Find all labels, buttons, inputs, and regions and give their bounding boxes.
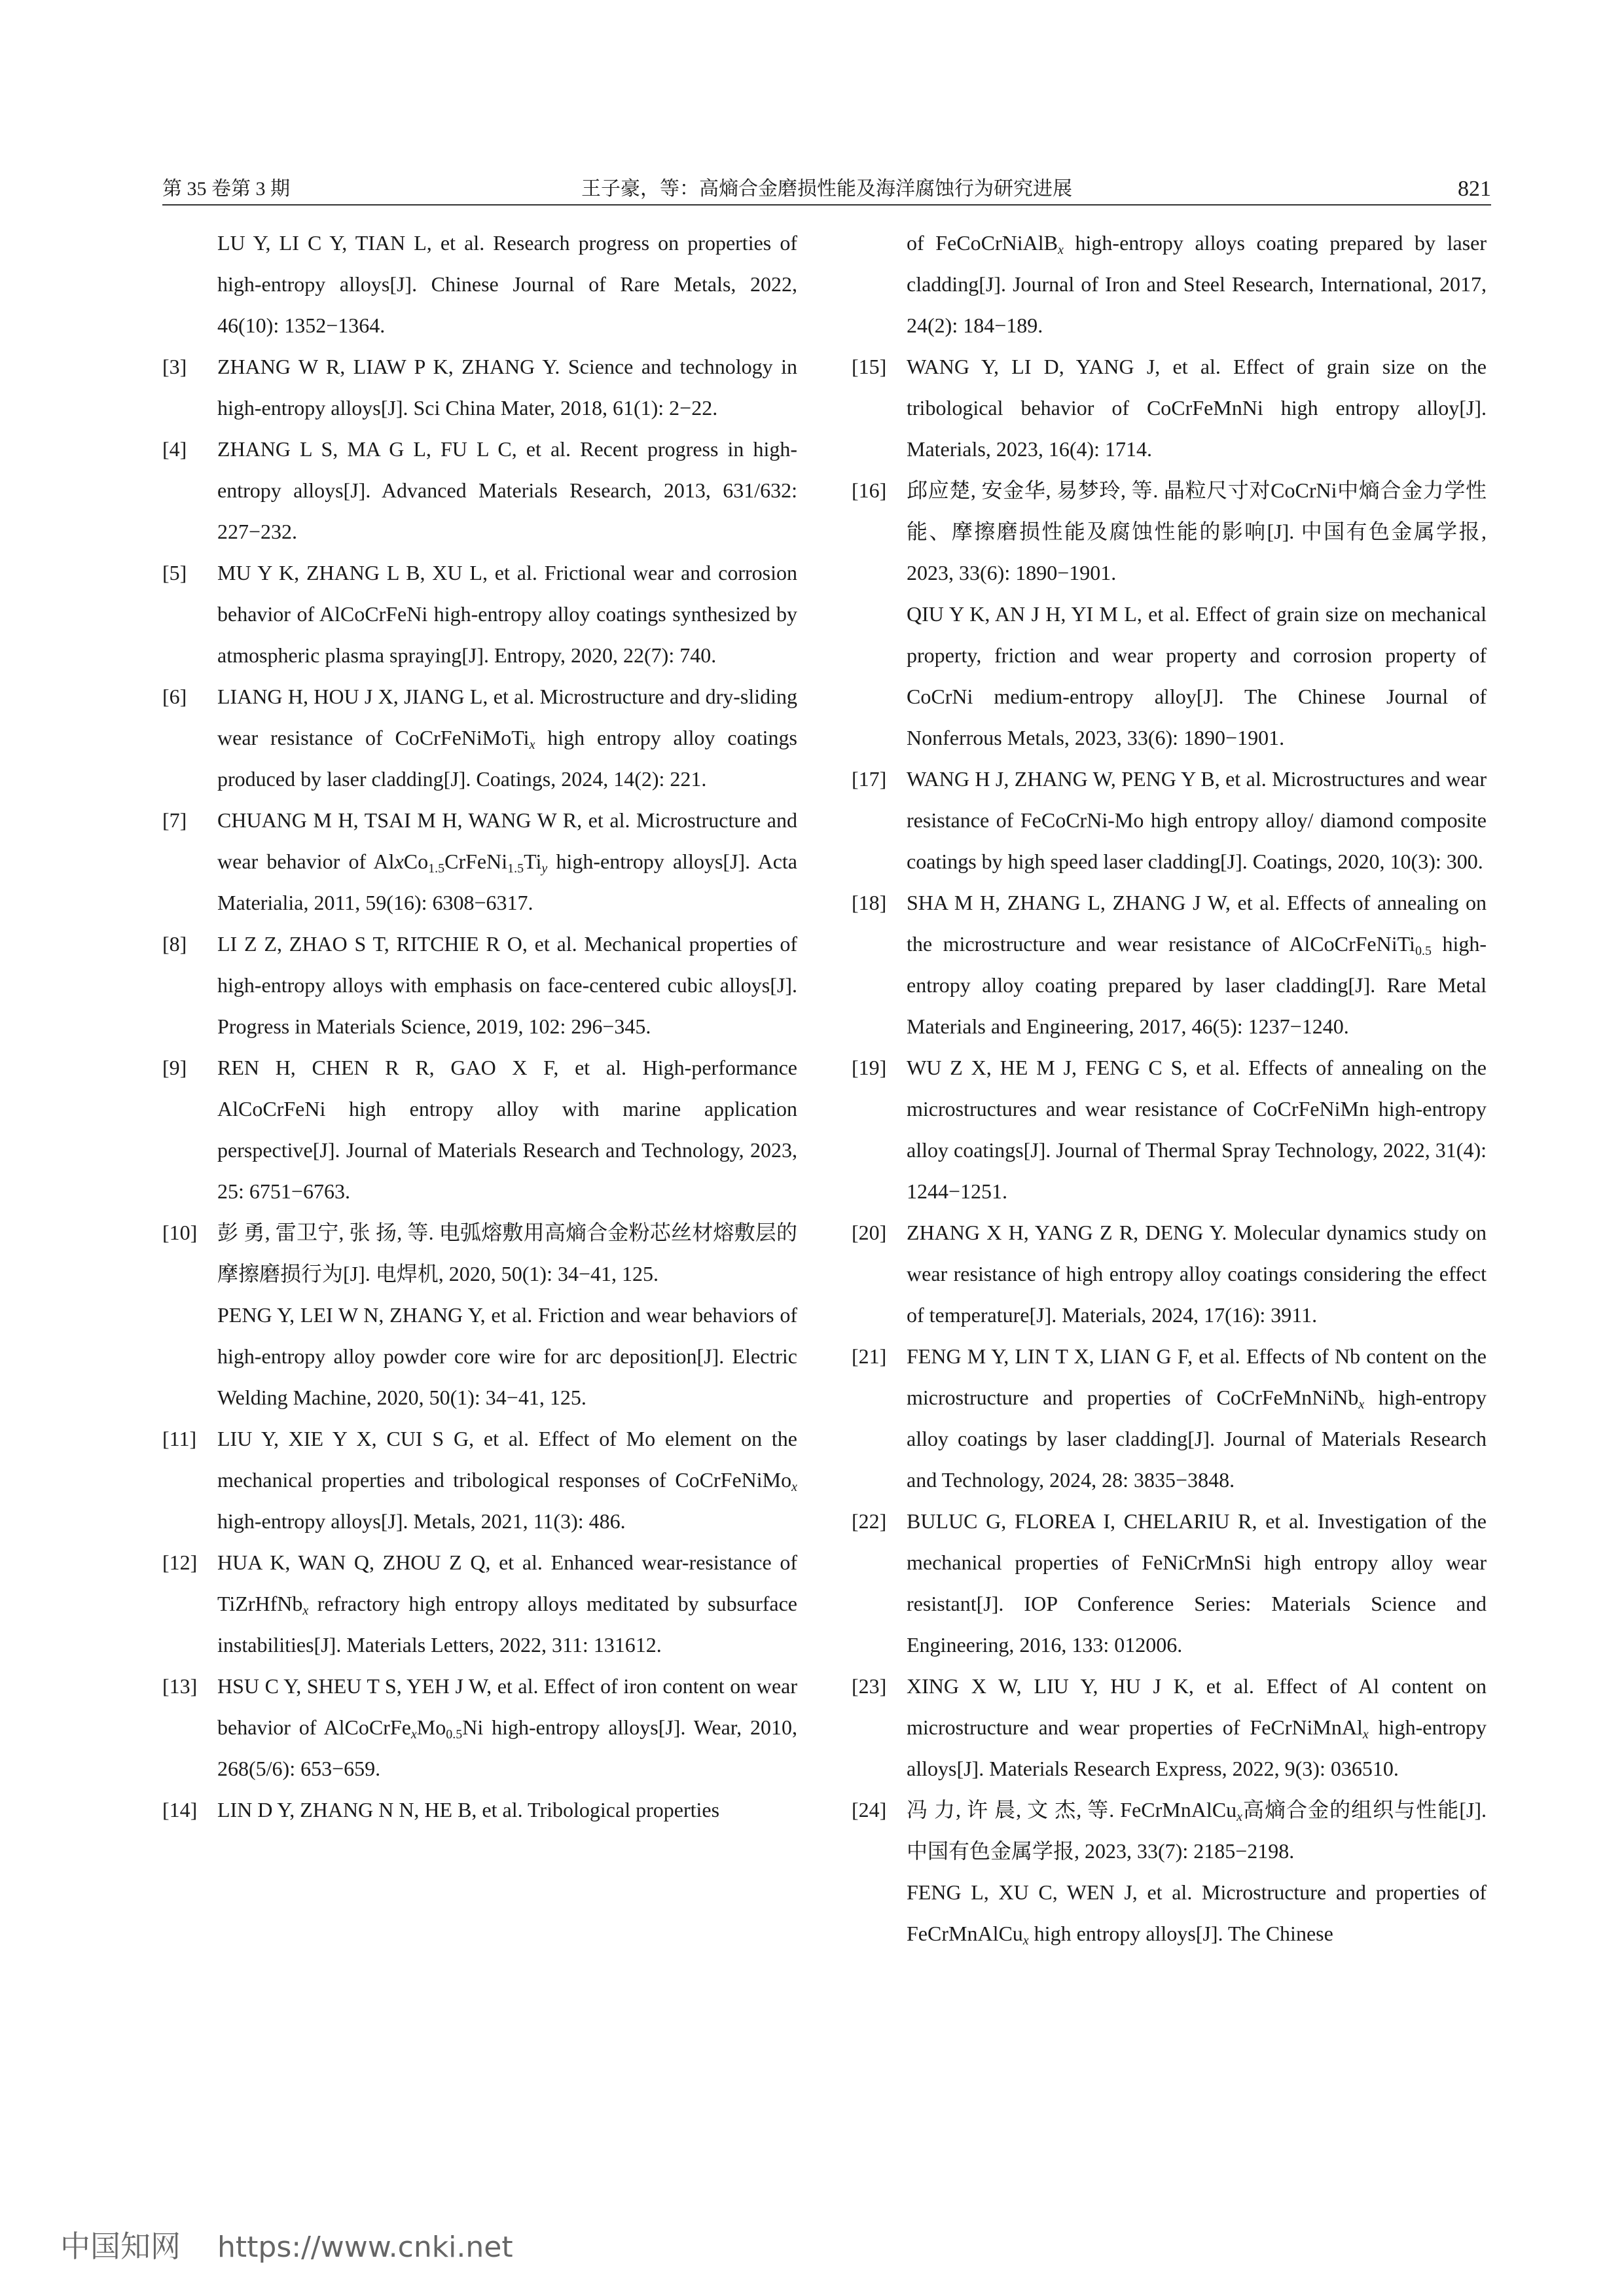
reference-text: WANG Y, LI D, YANG J, et al. Effect of grain size on the tribological behavior of CoCrFeMnNi high entropy alloy[J]. Materials, 2023, 16(4): 1714. [907, 355, 1487, 461]
reference-item [162, 346, 797, 429]
right-column [852, 223, 1487, 1954]
reference-number: [15] [852, 355, 887, 378]
reference-number: [13] [162, 1674, 198, 1698]
reference-number: [21] [852, 1344, 887, 1368]
reference-item [852, 346, 1487, 470]
reference-text: CHUANG M H, TSAI M H, WANG W R, et al. Microstructure and wear behavior of $AlxCo_{1.5}CrFeNi_{1.5}Ti_y$ high-entropy alloys[J]. Acta Materialia, 2011, 59(16): 6308−6317. [217, 808, 798, 914]
reference-item [852, 759, 1487, 882]
reference-number: [9] [162, 1056, 187, 1079]
reference-item [852, 1501, 1487, 1666]
cnki-url: https://www.cnki.net [217, 2231, 513, 2264]
reference-text: REN H, CHEN R R, GAO X F, et al. High-performance AlCoCrFeNi high entropy alloy with marine application perspective[J]. Journal of Materials Research and Technology, 2023, 25: 6751−6763. [217, 1056, 797, 1203]
reference-text-chinese: 冯 力, 许 晨, 文 杰, 等. FeCrMnAlCu$_x$高熵合金的组织与性能[J]. 中国有色金属学报, 2023, 33(7): 2185−2198. [907, 1798, 1487, 1863]
reference-text: LI Z Z, ZHAO S T, RITCHIE R O, et al. Mechanical properties of high-entropy alloys with emphasis on face-centered cubic alloys[J]. Progress in Materials Science, 2019, 102: 296−345. [217, 932, 797, 1038]
reference-number: [19] [852, 1056, 887, 1079]
reference-text: LIANG H, HOU J X, JIANG L, et al. Microstructure and dry-sliding wear resistance of CoCrFeNiMoTi$_x$ high entropy alloy coatings produced by laser cladding[J]. Coatings, 2024, 14(2): 221. [217, 685, 798, 791]
reference-number: [16] [852, 478, 887, 502]
reference-item [162, 800, 797, 924]
reference-text-chinese: 邱应楚, 安金华, 易梦玲, 等. 晶粒尺寸对CoCrNi中熵合金力学性能、摩擦磨损性能及腐蚀性能的影响[J]. 中国有色金属学报, 2023, 33(6): 1890−1901. [907, 478, 1487, 584]
reference-continuation: of FeCoCrNiAlB$_x$ high-entropy alloys coating prepared by laser cladding[J]. Journal of Iron and Steel Research, International, 2017, 24(2): 184−189. [907, 231, 1487, 337]
reference-item [852, 1336, 1487, 1501]
reference-text: MU Y K, ZHANG L B, XU L, et al. Frictional wear and corrosion behavior of AlCoCrFeNi high-entropy alloy coatings synthesized by atmospheric plasma spraying[J]. Entropy, 2020, 22(7): 740. [217, 561, 797, 667]
reference-text: HSU C Y, SHEU T S, YEH J W, et al. Effect of iron content on wear behavior of $AlCoCrFe_xMo_{0.5}Ni$ high-entropy alloys[J]. Wear, 2010, 268(5/6): 653−659. [217, 1674, 798, 1780]
reference-number: [8] [162, 932, 187, 956]
reference-text: ZHANG W R, LIAW P K, ZHANG Y. Science and technology in high-entropy alloys[J]. Sci China Mater, 2018, 61(1): 2−22. [217, 355, 797, 420]
reference-number: [12] [162, 1551, 198, 1574]
reference-number: [24] [852, 1798, 887, 1821]
reference-text: WU Z X, HE M J, FENG C S, et al. Effects of annealing on the microstructures and wear resistance of CoCrFeNiMn high-entropy alloy coatings[J]. Journal of Thermal Spray Technology, 2022, 31(4): 1244−1251. [907, 1056, 1487, 1203]
reference-number: [5] [162, 561, 187, 584]
reference-text-english: PENG Y, LEI W N, ZHANG Y, et al. Friction and wear behaviors of high-entropy alloy powder core wire for arc deposition[J]. Electric Welding Machine, 2020, 50(1): 34−41, 125. [217, 1303, 797, 1409]
reference-item [852, 1047, 1487, 1212]
reference-item [162, 924, 797, 1047]
reference-item [162, 1047, 797, 1212]
reference-item [162, 1789, 797, 1831]
reference-number: [6] [162, 685, 187, 708]
reference-item [162, 676, 797, 800]
reference-number: [23] [852, 1674, 887, 1698]
reference-text: ZHANG L S, MA G L, FU L C, et al. Recent progress in high-entropy alloys[J]. Advanced Materials Research, 2013, 631/632: 227−232. [217, 437, 797, 543]
reference-item [162, 552, 797, 676]
reference-text: ZHANG X H, YANG Z R, DENG Y. Molecular dynamics study on wear resistance of high entropy alloy coatings considering the effect of temperature[J]. Materials, 2024, 17(16): 3911. [907, 1221, 1487, 1327]
reference-text-english: FENG L, XU C, WEN J, et al. Microstructure and properties of FeCrMnAlCu$_x$ high entropy alloys[J]. The Chinese [907, 1880, 1487, 1948]
reference-item [162, 1666, 797, 1789]
reference-item [162, 1418, 797, 1542]
reference-item [852, 1666, 1487, 1789]
reference-number: [11] [162, 1427, 197, 1450]
reference-text: SHA M H, ZHANG L, ZHANG J W, et al. Effects of annealing on the microstructure and wear resistance of AlCoCrFeNiTi$_{0.5}$ high-entropy alloy coating prepared by laser cladding[J]. Rare Metal Materials and Engineering, 2017, 46(5): 1237−1240. [907, 891, 1487, 1038]
reference-text: BULUC G, FLOREA I, CHELARIU R, et al. Investigation of the mechanical properties of FeNiCrMnSi high entropy alloy wear resistant[J]. IOP Conference Series: Materials Science and Engineering, 2016, 133: 012006. [907, 1509, 1487, 1657]
reference-item [852, 470, 1487, 594]
cnki-watermark [60, 2223, 513, 2266]
running-header [162, 175, 1491, 203]
reference-item [852, 882, 1487, 1047]
reference-text: FENG M Y, LIN T X, LIAN G F, et al. Effects of Nb content on the microstructure and properties of CoCrFeMnNiNb$_x$ high-entropy alloy coatings by laser cladding[J]. Journal of Materials Research and Technology, 2024, 28: 3835−3848. [907, 1344, 1487, 1492]
reference-number: [18] [852, 891, 887, 914]
reference-text-chinese: 彭 勇, 雷卫宁, 张 扬, 等. 电弧熔敷用高熵合金粉芯丝材熔敷层的摩擦磨损行为[J]. 电焊机, 2020, 50(1): 34−41, 125. [217, 1221, 797, 1285]
running-title: 王子豪，等：高熵合金磨损性能及海洋腐蚀行为研究进展 [581, 178, 1072, 200]
cnki-logo: 中国知网 [60, 2229, 181, 2264]
reference-item [162, 1212, 797, 1295]
reference-text: WANG H J, ZHANG W, PENG Y B, et al. Microstructures and wear resistance of FeCoCrNi-Mo high entropy alloy/ diamond composite coatings by high speed laser cladding[J]. Coatings, 2020, 10(3): 300. [907, 767, 1487, 873]
journal-volume: 第 35 卷第 3 期 [162, 178, 290, 200]
page-number: 821 [1458, 177, 1491, 201]
reference-number: [14] [162, 1798, 198, 1821]
reference-continuation: LU Y, LI C Y, TIAN L, et al. Research progress on properties of high-entropy alloys[J]. Chinese Journal of Rare Metals, 2022, 46(10): 1352−1364. [217, 231, 797, 337]
reference-item [852, 1212, 1487, 1336]
reference-number: [7] [162, 808, 187, 832]
reference-number: [10] [162, 1221, 198, 1244]
reference-text: XING X W, LIU Y, HU J K, et al. Effect of Al content on microstructure and wear properties of FeCrNiMnAl$_x$ high-entropy alloys[J]. Materials Research Express, 2022, 9(3): 036510. [907, 1674, 1487, 1780]
reference-text: LIN D Y, ZHANG N N, HE B, et al. Tribological properties [217, 1798, 720, 1821]
reference-number: [20] [852, 1221, 887, 1244]
reference-number: [4] [162, 437, 187, 461]
header-rule [162, 204, 1491, 206]
reference-item [852, 1789, 1487, 1872]
reference-number: [22] [852, 1509, 887, 1533]
reference-number: [17] [852, 767, 887, 791]
reference-number: [3] [162, 355, 187, 378]
reference-text: HUA K, WAN Q, ZHOU Z Q, et al. Enhanced wear-resistance of TiZrHfNb$_x$ refractory high entropy alloys meditated by subsurface instabilities[J]. Materials Letters, 2022, 311: 131612. [217, 1551, 797, 1657]
reference-item [162, 429, 797, 552]
reference-item [162, 1542, 797, 1666]
left-column [162, 223, 797, 1831]
reference-text: LIU Y, XIE Y X, CUI S G, et al. Effect of Mo element on the mechanical properties and tribological responses of CoCrFeNiMo$_x$ high-entropy alloys[J]. Metals, 2021, 11(3): 486. [217, 1427, 797, 1533]
reference-text-english: QIU Y K, AN J H, YI M L, et al. Effect of grain size on mechanical property, friction and wear property and corrosion property of CoCrNi medium-entropy alloy[J]. The Chinese Journal of Nonferrous Metals, 2023, 33(6): 1890−1901. [907, 602, 1487, 749]
